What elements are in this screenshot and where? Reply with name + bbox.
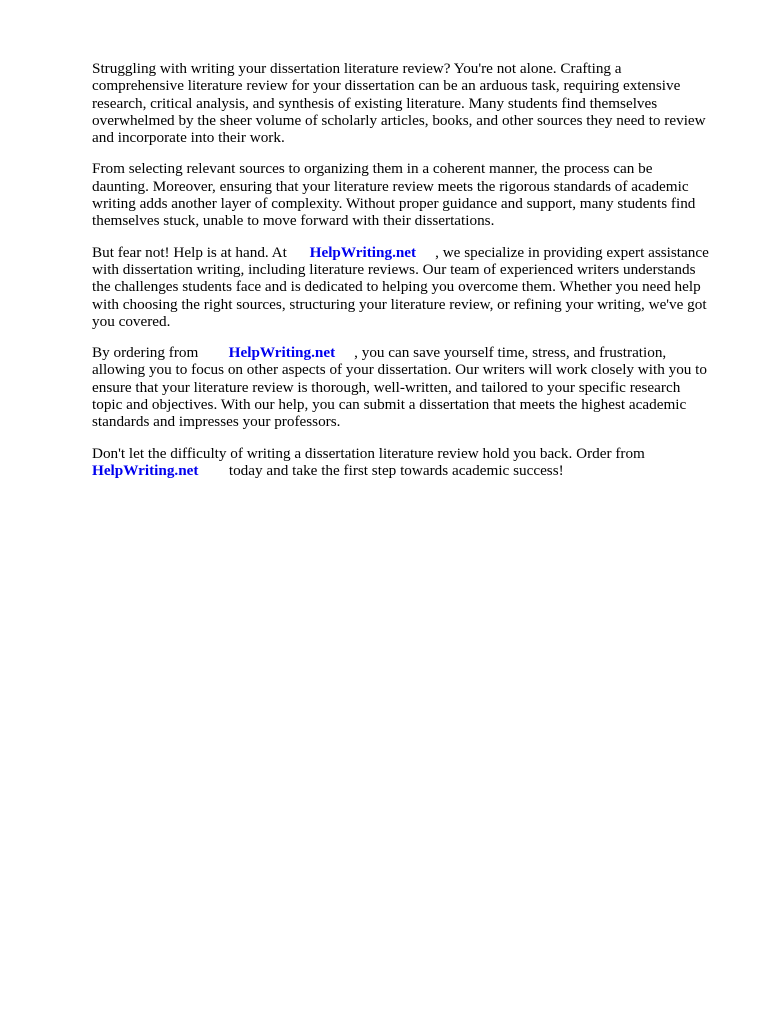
- text-line: [92, 344, 732, 361]
- text-line: allowing you to focus on other aspects of your dissertation. Our writers will work closely with you to: [92, 361, 707, 379]
- text-line: writing adds another layer of complexity. Without proper guidance and support, many students find: [92, 195, 696, 213]
- text-segment: , you can save yourself time, stress, and frustration,: [350, 344, 667, 362]
- paragraph-intro: [92, 60, 732, 146]
- text-line: standards and impresses your professors.: [92, 413, 341, 431]
- text-line: comprehensive literature review for your dissertation can be an arduous task, requiring extensive: [92, 77, 681, 95]
- paragraph-call-to-action: [92, 445, 732, 480]
- text-segment: But fear not! Help is at hand. At: [92, 243, 291, 261]
- helpwriting-link[interactable]: HelpWriting.net: [228, 344, 336, 362]
- text-line: daunting. Moreover, ensuring that your literature review meets the rigorous standards of academic: [92, 177, 689, 195]
- text-line: research, critical analysis, and synthesis of existing literature. Many students find themselves: [92, 94, 658, 112]
- text-line: themselves stuck, unable to move forward with their dissertations.: [92, 212, 495, 230]
- text-line: Don't let the difficulty of writing a dissertation literature review hold you back. Order from: [92, 444, 645, 462]
- text-line: [92, 244, 732, 261]
- text-line: with choosing the right sources, structuring your literature review, or refining your writing, we've got: [92, 295, 707, 313]
- text-line: and incorporate into their work.: [92, 129, 285, 147]
- text-line: you covered.: [92, 312, 171, 330]
- text-segment: today and take the first step towards academic success!: [225, 461, 564, 479]
- text-line: topic and objectives. With our help, you can submit a dissertation that meets the highest academic: [92, 396, 687, 414]
- paragraph-process: [92, 160, 732, 229]
- paragraph-ordering: [92, 344, 732, 430]
- text-line: the challenges students face and is dedicated to helping you overcome them. Whether you need help: [92, 278, 701, 296]
- text-line: with dissertation writing, including literature reviews. Our team of experienced writers understands: [92, 260, 696, 278]
- paragraph-help: [92, 244, 732, 330]
- text-line: From selecting relevant sources to organizing them in a coherent manner, the process can be: [92, 160, 653, 178]
- helpwriting-link[interactable]: HelpWriting.net: [309, 243, 417, 261]
- text-segment: By ordering from: [92, 344, 203, 362]
- text-line: overwhelmed by the sheer volume of scholarly articles, books, and other sources they need to review: [92, 111, 706, 129]
- text-line: ensure that your literature review is thorough, well-written, and tailored to your specific research: [92, 378, 681, 396]
- helpwriting-link[interactable]: HelpWriting.net: [92, 461, 199, 479]
- text-segment: , we specialize in providing expert assistance: [431, 243, 709, 261]
- text-line: [92, 462, 732, 479]
- document-page: [92, 60, 732, 493]
- text-line: Struggling with writing your dissertation literature review? You're not alone. Crafting a: [92, 60, 622, 77]
